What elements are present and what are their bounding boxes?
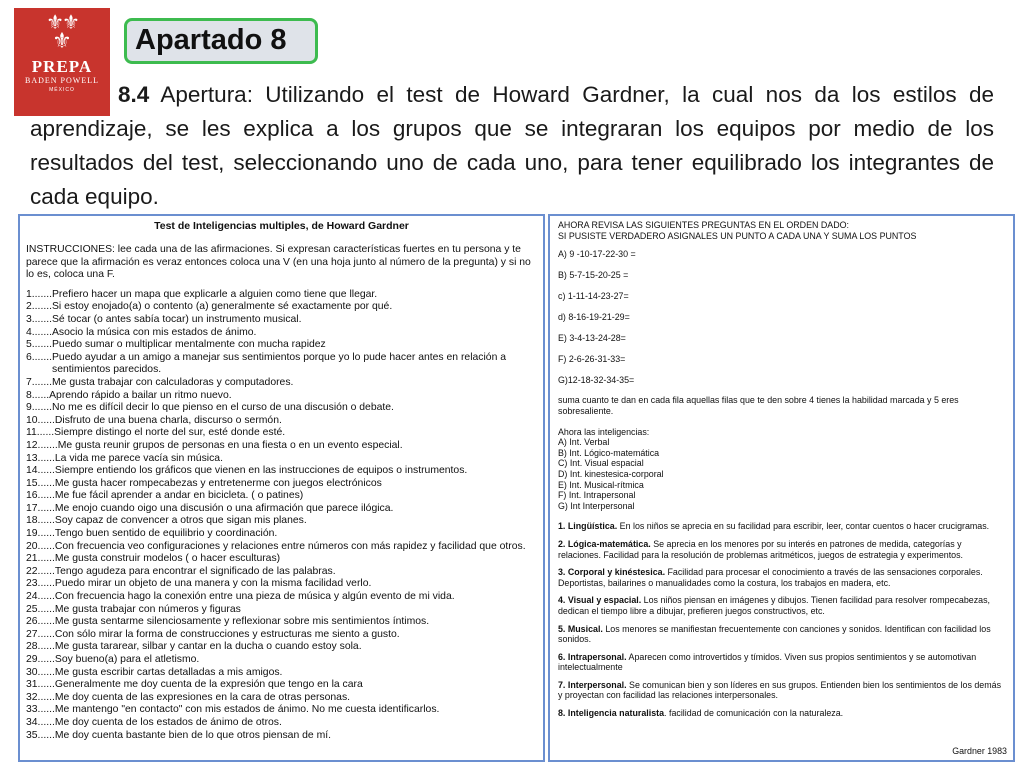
scoring-header [558,220,1005,241]
test-item [26,390,537,403]
definition-label: 2. Lógica-matemática. [558,538,651,549]
test-item-text: Me gusta trabajar con números y figuras [54,603,241,615]
test-item [26,440,537,453]
definition-text: Los menores se manifiestan frecuentemente con canciones y sonidos. Identifican con facilidad los sonidos. [558,623,991,645]
test-item-number: 8...... [26,389,50,401]
fleur-de-lis-icon: ⚜ [52,28,72,53]
test-item-number: 31...... [26,679,55,691]
definition-item [558,652,1005,673]
test-item [26,314,537,327]
score-sum-row: E) 3-4-13-24-28= [558,332,626,343]
test-item-text: Con sólo mirar la forma de construcciones y estructuras me siento a gusto. [54,628,400,640]
definition-item [558,567,1005,588]
score-sum-row: B) 5-7-15-20-25 = [558,270,629,281]
test-item [26,717,537,730]
test-item [26,541,537,554]
intelligence-item: D) Int. kinestesica-corporal [558,468,664,479]
test-item-number: 28...... [26,641,55,653]
intelligence-item: A) Int. Verbal [558,437,610,448]
logo-brand: PREPA [31,57,93,76]
test-item-number: 19...... [26,528,55,540]
test-item-number: 4....... [26,326,52,338]
test-item-text: Sé tocar (o antes sabía tocar) un instrumento musical. [52,313,302,325]
test-item-number: 6....... [26,351,52,363]
scoring-panel [548,214,1015,762]
test-item [26,616,537,629]
score-sum-row: G)12-18-32-34-35= [558,374,635,385]
test-item [26,490,537,503]
definition-text: En los niños se aprecia en su facilidad para escribir, leer, contar cuentos o hacer crucigramas. [617,521,990,532]
test-item [26,591,537,604]
scoring-note: suma cuanto te dan en cada fila aquellas filas que te den sobre 4 tienes la habilidad marcada y 5 eres sobresaliente. [558,395,959,417]
test-item-number: 14...... [26,465,55,477]
test-item [26,692,537,705]
definition-label: 6. Intrapersonal. [558,651,627,662]
test-item-number: 20...... [26,540,55,552]
test-item [26,730,537,743]
score-sum-row: d) 8-16-19-21-29= [558,311,630,322]
test-item [26,604,537,617]
test-item-text: Me fue fácil aprender a andar en bicicleta. ( o patines) [54,490,304,502]
test-item [26,704,537,717]
section-title: Apartado 8 [135,24,287,56]
intelligence-definitions [558,521,1005,718]
test-item [26,402,537,415]
definition-label: 7. Interpersonal. [558,679,627,690]
test-item [26,352,537,377]
test-item [26,415,537,428]
definition-label: 3. Corporal y kinéstesica. [558,567,666,578]
test-item [26,453,537,466]
intelligence-item: C) Int. Visual espacial [558,458,644,469]
test-item-number: 18...... [26,515,55,527]
test-item [26,553,537,566]
test-item-text: Me doy cuenta de los estados de ánimo de otros. [54,716,282,728]
test-item-text: Siempre distingo el norte del sur, esté donde esté. [54,427,286,439]
test-item [26,289,537,302]
test-item-number: 29...... [26,654,55,665]
intelligence-list [558,437,1005,511]
test-item [26,515,537,528]
test-item [26,301,537,314]
definition-label: 5. Musical. [558,623,603,634]
test-item-number: 11...... [26,427,55,439]
test-item-text: Generalmente me doy cuenta de la expresión que tengo en la cara [54,679,363,691]
test-item-text: Me gusta construir modelos ( o hacer esculturas) [54,553,281,565]
test-item-number: 9....... [26,402,52,414]
test-item-number: 23...... [26,578,55,590]
test-item-number: 3....... [26,313,52,325]
intelligence-item: G) Int Interpersonal [558,500,635,511]
definition-item [558,595,1005,616]
definition-text: Facilidad para procesar el conocimiento a través de las sensaciones corporales. Deportistas, bailarines o manualidades como la costura, los trabajos en madera, etc. [558,567,983,588]
test-item-text: Asocio la música con mis estados de ánimo. [52,326,257,338]
test-item-number: 17...... [26,502,55,514]
test-item [26,377,537,390]
test-item-text: Tengo agudeza para encontrar el significado de las palabras. [54,565,336,577]
definition-text: Se comunican bien y son líderes en sus grupos. Entienden bien los sentimientos de los demás y proyectan con facilidad las relaciones interpersonales. [558,679,1002,701]
definition-item [558,624,1005,645]
definition-item [558,521,1005,532]
test-item [26,327,537,340]
gardner-test-panel [18,214,545,762]
test-item-number: 22...... [26,565,55,577]
test-item-text: Me doy cuenta bastante bien de lo que otros piensan de mí. [54,729,332,741]
definition-label: 4. Visual y espacial. [558,595,642,606]
definition-label: 1. Lingüística. [558,521,618,532]
test-item-text: Me doy cuenta de las expresiones en la cara de otras personas. [54,691,351,703]
intelligence-item: F) Int. Intrapersonal [558,490,636,501]
logo-country: MÉXICO [49,87,75,93]
intro-number: 8.4 [118,82,150,107]
test-item [26,566,537,579]
test-item-number: 5....... [26,339,52,351]
test-item-text: Me mantengo "en contacto" con mis estados de ánimo. No me cuesta identificarlos. [54,704,440,716]
scoring-header-line: SI PUSISTE VERDADERO ASIGNALES UN PUNTO A CADA UNA Y SUMA LOS PUNTOS [558,230,917,241]
test-item [26,528,537,541]
test-item [26,339,537,352]
test-item-number: 15...... [26,477,55,489]
test-item [26,427,537,440]
test-item-number: 35...... [26,729,55,741]
intelligences-heading: Ahora las inteligencias: [558,426,650,437]
test-item [26,465,537,478]
definition-label: 8. Inteligencia naturalista [558,708,665,719]
intro-text: Apertura: Utilizando el test de Howard Gardner, la cual nos da los estilos de aprendizaje, se les explica a los grupos que se integraran los equipos por medio de los resultados del test, seleccionando uno de cada uno, para tener equilibrado los integrantes de cada equipo. [30,82,994,209]
definition-item [558,680,1005,701]
test-title: Test de Inteligencias multiples, de Howard Gardner [154,220,409,232]
test-item-text: No me es difícil decir lo que pienso en el curso de una discusión o debate. [52,402,394,414]
test-item-text: Me gusta tararear, silbar y cantar en la ducha o cuando estoy sola. [54,641,362,653]
test-item-text: Me gusta escribir cartas detalladas a mis amigos. [54,666,283,678]
test-item-text: Me gusta hacer rompecabezas y entretenerme con juegos electrónicos [54,477,382,489]
test-item [26,478,537,491]
test-item-number: 34...... [26,716,55,728]
test-item-text: Con frecuencia veo configuraciones y relaciones entre números con más rapidez y facilidad que otros. [54,540,526,552]
test-item-text: Me gusta trabajar con calculadoras y computadores. [52,376,294,388]
test-item-number: 26...... [26,616,55,628]
definition-text: Aparecen como introvertidos y tímidos. Viven sus propios sentimientos y se automotivan intelectualmente [558,651,977,673]
test-item-number: 10...... [26,414,55,426]
score-sum-row: c) 1-11-14-23-27= [558,290,629,301]
signature: Gardner 1983 [952,746,1007,756]
scoring-header-line: AHORA REVISA LAS SIGUIENTES PREGUNTAS EN EL ORDEN DADO: [558,220,849,230]
intelligence-item: E) Int. Musical-rítmica [558,479,644,490]
test-item-text: Puedo ayudar a un amigo a manejar sus sentimientos porque yo lo pude hacer antes en relación a sentimientos parecidos. [52,351,507,376]
test-item [26,503,537,516]
test-item-number: 27...... [26,628,55,640]
fleur-de-lis-icon: ⚜⚜ [46,12,78,34]
test-item-text: Aprendo rápido a bailar un ritmo nuevo. [49,389,232,401]
definition-text: Los niños piensan en imágenes y dibujos. Tienen facilidad para resolver rompecabezas, dedican el tiempo libre a dibujar, prefieren juegos constructivos, etc. [558,595,991,616]
test-item-number: 33...... [26,704,55,716]
test-item-number: 2....... [26,301,52,313]
score-sum-row: F) 2-6-26-31-33= [558,353,626,364]
test-item-number: 24...... [26,591,55,603]
test-item-text: Siempre entiendo los gráficos que vienen en las instrucciones de equipos o instrumentos. [54,465,468,477]
test-item-text: Puedo mirar un objeto de una manera y con la misma facilidad verlo. [54,578,372,590]
test-instructions: INSTRUCCIONES: lee cada una de las afirmaciones. Si expresan características fuertes en tu persona y te parece que la afirmación es veraz entonces coloca una V (en una hoja junto al número de la pregunta) y si no lo es, coloca una F. [26,244,531,281]
intro-paragraph [30,78,994,214]
test-item [26,679,537,692]
test-item-text: Soy bueno(a) para el atletismo. [54,654,200,665]
test-item-list [26,289,537,742]
test-item-number: 32...... [26,691,55,703]
test-item [26,629,537,642]
definition-item [558,708,1005,719]
logo-subtitle: BADEN POWELL [25,76,99,85]
definition-text: . facilidad de comunicación con la naturaleza. [664,708,844,719]
test-item-number: 16...... [26,490,55,502]
test-item-number: 7....... [26,376,52,388]
test-item-text: Me gusta reunir grupos de personas en una fiesta o en un evento especial. [57,439,403,451]
test-item-number: 12....... [26,439,58,451]
test-item-text: Con frecuencia hago la conexión entre una pieza de música y algún evento de mi vida. [54,591,455,603]
intelligence-item: B) Int. Lógico-matemática [558,447,660,458]
test-item [26,654,537,667]
definition-item [558,539,1005,560]
test-item-text: Me gusta sentarme silenciosamente y reflexionar sobre mis sentimientos íntimos. [54,616,430,628]
definition-text: Se aprecia en los menores por su interés en patrones de medida, categorías y relaciones. Facilidad para la resolución de problemas aritméticos, juegos de estrategia y experimentos. [558,538,964,560]
test-item [26,641,537,654]
test-item-number: 30...... [26,666,55,678]
test-item-text: Puedo sumar o multiplicar mentalmente con mucha rapidez [52,339,326,351]
test-item [26,578,537,591]
test-item-text: Si estoy enojado(a) o contento (a) generalmente sé exactamente por qué. [52,301,393,313]
score-sum-row: A) 9 -10-17-22-30 = [558,249,636,260]
test-item-text: Disfruto de una buena charla, discurso o sermón. [54,414,282,426]
test-item [26,667,537,680]
test-item-text: Soy capaz de convencer a otros que sigan mis planes. [54,515,307,527]
test-item-number: 25...... [26,603,55,615]
test-item-text: Tengo buen sentido de equilibrio y coordinación. [54,528,278,540]
test-item-number: 1....... [26,288,52,300]
test-item-text: Me enojo cuando oigo una discusión o una afirmación que parece ilógica. [54,502,394,514]
test-item-text: La vida me parece vacía sin música. [54,452,223,464]
section-title-box [124,18,318,64]
test-item-text: Prefiero hacer un mapa que explicarle a alguien como tiene que llegar. [52,288,378,300]
test-item-number: 13...... [26,452,55,464]
score-sum-list [558,249,1005,385]
test-item-number: 21...... [26,553,55,565]
